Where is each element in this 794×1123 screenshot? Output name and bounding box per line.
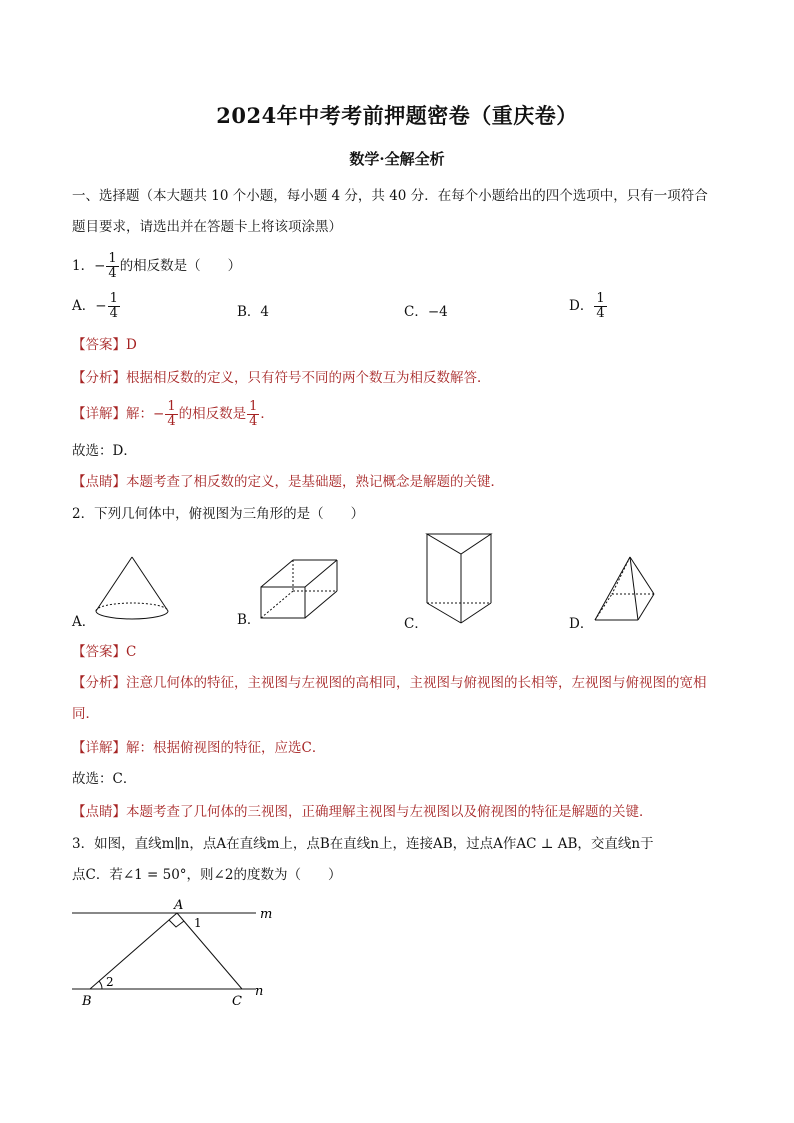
section-header-line1: 一、选择题（本大题共 10 个小题，每小题 4 分，共 40 分．在每个小题给出的四个选项中，只有一项符合 <box>72 188 708 204</box>
segment-ab <box>90 913 177 989</box>
right-angle-mark <box>169 920 184 927</box>
q2-analysis: 【分析】注意几何体的特征，主视图与左视图的高相同，主视图与俯视图的长相等，左视图与俯视图的宽相同． <box>72 675 707 722</box>
pyramid-figure <box>590 554 660 626</box>
q3-stem-line1: 3．如图，直线m∥n，点A在直线m上，点B在直线n上，连接AB，过点A作AC ⊥ AB，交直线n于 <box>72 836 654 852</box>
q1-detail: 【详解】解：− $\frac{1}{4}$ 的相反数是 $\frac{1}{4}$ ． <box>72 399 274 429</box>
q2-option-b: B． <box>237 612 261 628</box>
q2-detail: 【详解】解：根据俯视图的特征，应选C． <box>72 740 326 756</box>
section-header-line2: 题目要求，请选出并在答题卡上将该项涂黑） <box>72 219 342 235</box>
label-angle1: 1 <box>194 916 202 930</box>
page-title: 2024年中考考前押题密卷（重庆卷） <box>216 103 578 128</box>
cuboid-figure <box>258 557 340 623</box>
q2-comment: 【点睛】本题考查了几何体的三视图，正确理解主视图与左视图以及俯视图的特征是解题的关键． <box>72 804 653 820</box>
q2-stem: 2．下列几何体中，俯视图为三角形的是（ ） <box>72 506 365 522</box>
q1-choose: 故选：D． <box>72 443 137 459</box>
q1-fraction: $\frac{1}{4}$ <box>108 251 117 281</box>
q1-option-a: A．− $\frac{1}{4}$ <box>72 291 118 321</box>
q1-option-b: B．4 <box>237 304 270 320</box>
q1-analysis: 【分析】根据相反数的定义，只有符号不同的两个数互为相反数解答． <box>72 370 491 386</box>
q2-choose: 故选：C． <box>72 771 137 787</box>
q1-comment: 【点睛】本题考查了相反数的定义，是基础题，熟记概念是解题的关键． <box>72 474 504 490</box>
q1-answer: 【答案】D <box>72 337 137 353</box>
label-c: C <box>232 994 242 1009</box>
q2-answer: 【答案】C <box>72 644 137 660</box>
q2-option-a: A． <box>72 614 96 630</box>
q1-prefix: 1．− <box>72 258 106 274</box>
page-subtitle: 数学·全解全析 <box>349 150 445 168</box>
q1-stem <box>72 252 241 281</box>
q2-option-d: D． <box>569 616 594 632</box>
triangular-prism-figure <box>424 531 496 627</box>
label-m: m <box>260 907 273 922</box>
label-a: A <box>174 898 184 913</box>
segment-ac <box>177 913 242 989</box>
q3-stem-line2: 点C．若∠1 = 50°，则∠2的度数为（ ） <box>72 867 342 883</box>
label-n: n <box>255 984 264 999</box>
q1-suffix: 的相反数是（ ） <box>119 258 242 274</box>
q1-option-c: C．−4 <box>404 304 448 320</box>
label-angle2: 2 <box>106 975 114 989</box>
angle2-arc <box>99 981 102 989</box>
cone-figure <box>92 555 172 625</box>
label-b: B <box>82 994 92 1009</box>
q1-option-d: D． $\frac{1}{4}$ <box>569 291 605 321</box>
q2-option-c: C． <box>404 616 428 632</box>
q3-figure <box>70 895 280 1010</box>
